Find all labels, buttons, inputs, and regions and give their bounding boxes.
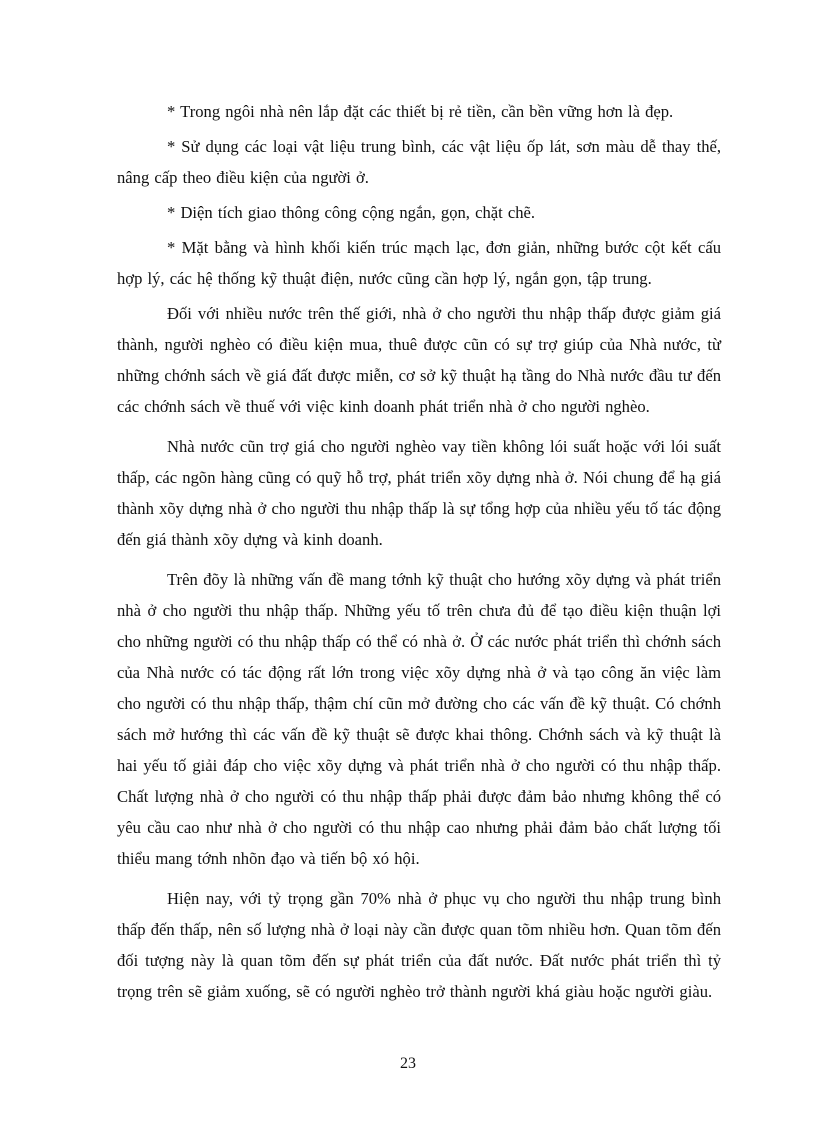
bullet-circulation-area: * Diện tích giao thông công cộng ngắn, gọn, chặt chẽ. xyxy=(167,203,536,222)
paragraph-technical-issues: Trên đõy là những vấn đề mang tớnh kỹ thuật cho hướng xõy dựng và phát triển nhà ở cho người thu nhập thấp. Những yếu tố trên chưa đủ để tạo điều kiện thuận lợi cho những người có thu nhập thấp có thể có nhà ở. Ở các nước phát triển thì chớnh sách của Nhà nước có tác động rất lớn trong việc xõy dựng nhà ở và tạo công ăn việc làm cho người có thu nhập thấp, thậm chí cũn mở đường cho các vấn đề kỹ thuật. Có chớnh sách mở hướng thì các vấn đề kỹ thuật sẽ được khai thông. Chớnh sách và kỹ thuật là hai yếu tố giải đáp cho việc xõy dựng và phát triển nhà ở cho người có thu nhập thấp. Chất lượng nhà ở cho người có thu nhập thấp phải được đảm bảo nhưng không thể có yêu cầu cao như nhà ở cho người có thu nhập cao nhưng phải đảm bảo chất lượng tối thiểu mang tớnh nhõn đạo và tiến bộ xó hội. xyxy=(117,570,721,868)
bullet-materials: * Sử dụng các loại vật liệu trung bình, các vật liệu ốp lát, sơn màu dễ thay thế, nâng cấp theo điều kiện của người ở. xyxy=(117,137,721,187)
bullet-cheap-equipment: * Trong ngôi nhà nên lắp đặt các thiết bị rẻ tiền, cần bền vững hơn là đẹp. xyxy=(167,102,674,121)
document-page xyxy=(117,96,721,1016)
bullet-floor-plan: * Mặt bằng và hình khối kiến trúc mạch lạc, đơn giản, những bước cột kết cấu hợp lý, các hệ thống kỹ thuật điện, nước cũng cần hợp lý, ngắn gọn, tập trung. xyxy=(117,238,721,288)
paragraph-current-ratio: Hiện nay, với tỷ trọng gần 70% nhà ở phục vụ cho người thu nhập trung bình thấp đến thấp, nên số lượng nhà ở loại này cần được quan tõm nhiều hơn. Quan tõm đến đối tượng này là quan tõm đến sự phát triển của đất nước. Đất nước phát triển thì tỷ trọng trên sẽ giảm xuống, sẽ có người nghèo trở thành người khá giàu hoặc người giàu. xyxy=(117,889,721,1001)
paragraph-loan-support: Nhà nước cũn trợ giá cho người nghèo vay tiền không lói suất hoặc với lói suất thấp, các ngõn hàng cũng có quỹ hỗ trợ, phát triển xõy dựng nhà ở. Nói chung để hạ giá thành xõy dựng nhà ở cho người thu nhập thấp là sự tổng hợp của nhiều yếu tố tác động đến giá thành xõy dựng và kinh doanh. xyxy=(117,437,721,549)
page-number: 23 xyxy=(400,1055,416,1072)
paragraph-foreign-policies: Đối với nhiều nước trên thế giới, nhà ở cho người thu nhập thấp được giảm giá thành, người nghèo có điều kiện mua, thuê được cũn có sự trợ giúp của Nhà nước, từ những chớnh sách về giá đất được miễn, cơ sở kỹ thuật hạ tầng do Nhà nước đầu tư đến các chớnh sách về thuế với việc kinh doanh phát triển nhà ở cho người nghèo. xyxy=(117,304,721,416)
